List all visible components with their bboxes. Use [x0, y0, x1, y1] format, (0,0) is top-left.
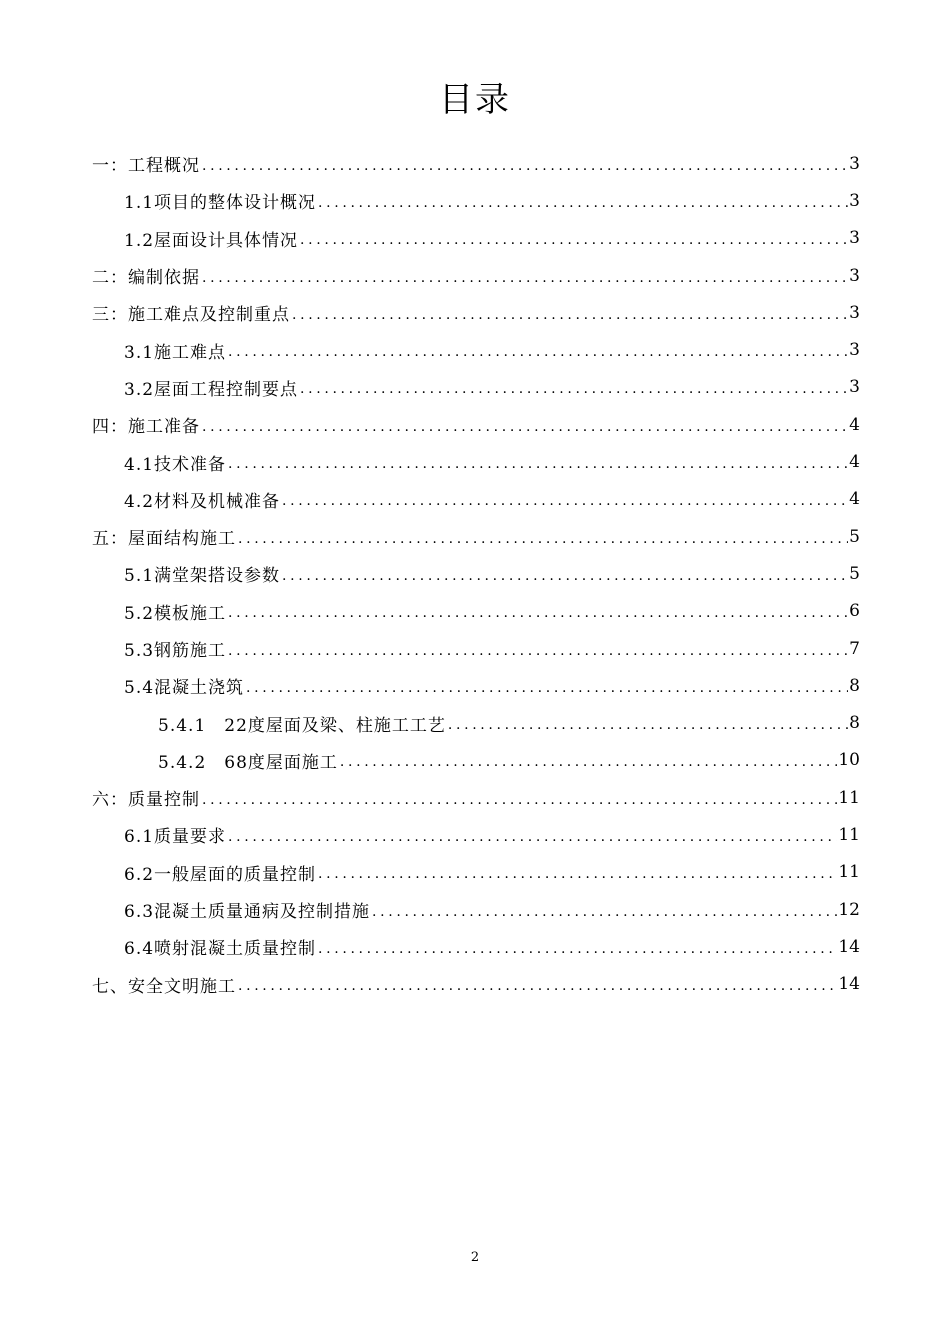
toc-entry-label: 七、安全文明施工: [92, 976, 236, 997]
toc-dot-leader: [228, 816, 837, 853]
toc-entry-label: 四：施工准备: [92, 417, 200, 438]
toc-entry[interactable]: [92, 966, 860, 1003]
toc-dot-leader: [448, 704, 848, 741]
toc-entry-page: 3: [849, 377, 860, 398]
toc-entry[interactable]: [92, 704, 860, 741]
toc-entry-page: 8: [849, 713, 860, 734]
toc-entry[interactable]: [92, 928, 860, 965]
toc-dot-leader: [202, 145, 848, 182]
toc-entry-page: 5: [849, 563, 860, 584]
toc-dot-leader: [246, 667, 848, 704]
toc-entry-label: 5.4.2 68度屋面施工: [158, 752, 338, 773]
toc-entry-page: 3: [849, 340, 860, 361]
toc-entry[interactable]: [92, 816, 860, 853]
toc-entry-label: 5.4.1 22度屋面及梁、柱施工工艺: [158, 715, 446, 736]
toc-entry[interactable]: [92, 891, 860, 928]
toc-entry-page: 3: [849, 265, 860, 286]
toc-entry-label: 六：质量控制: [92, 790, 200, 811]
toc-entry-label: 三：施工难点及控制重点: [92, 305, 290, 326]
toc-entry-page: 5: [849, 526, 860, 547]
toc-entry-page: 3: [849, 302, 860, 323]
toc-entry[interactable]: [92, 518, 860, 555]
toc-dot-leader: [340, 742, 837, 779]
toc-entry-page: 4: [849, 452, 860, 473]
toc-entry-page: 3: [849, 190, 860, 211]
toc-entry-label: 1.2屋面设计具体情况: [124, 230, 299, 251]
toc-entry-label: 1.1项目的整体设计概况: [124, 193, 317, 214]
toc-entry[interactable]: [92, 220, 860, 257]
toc-entry-label: 5.1满堂架搭设参数: [124, 566, 281, 587]
toc-dot-leader: [282, 555, 848, 592]
toc-dot-leader: [228, 593, 848, 630]
toc-entry[interactable]: [92, 630, 860, 667]
toc-entry-label: 6.1质量要求: [124, 827, 227, 848]
toc-entry-label: 一：工程概况: [92, 156, 200, 177]
toc-title: 目录: [439, 80, 511, 120]
toc-entry-page: 4: [849, 489, 860, 510]
toc-entry-page: 6: [849, 601, 860, 622]
toc-dot-leader: [318, 182, 848, 219]
toc-entry-page: 10: [838, 750, 860, 771]
toc-dot-leader: [300, 369, 848, 406]
toc-entry[interactable]: [92, 667, 860, 704]
toc-entry-label: 6.2一般屋面的质量控制: [124, 864, 317, 885]
toc-entry-page: 3: [849, 228, 860, 249]
toc-dot-leader: [318, 854, 837, 891]
toc-dot-leader: [238, 518, 848, 555]
toc-entry[interactable]: [92, 555, 860, 592]
toc-entry[interactable]: [92, 257, 860, 294]
toc-entry-label: 3.1施工难点: [124, 342, 227, 363]
toc-dot-leader: [202, 257, 848, 294]
toc-entry-label: 五：屋面结构施工: [92, 529, 236, 550]
toc-dot-leader: [238, 966, 837, 1003]
toc-entry[interactable]: [92, 854, 860, 891]
toc-dot-leader: [228, 443, 848, 480]
toc-dot-leader: [318, 928, 837, 965]
toc-entry[interactable]: [92, 593, 860, 630]
toc-entry-label: 5.3钢筋施工: [124, 641, 227, 661]
toc-entry-label: 5.2模板施工: [124, 603, 227, 624]
toc-entry-page: 11: [838, 862, 860, 883]
toc-dot-leader: [372, 891, 837, 928]
toc-entry-label: 3.2屋面工程控制要点: [124, 379, 299, 400]
toc-dot-leader: [282, 481, 848, 518]
toc-entry[interactable]: [92, 779, 860, 816]
toc-dot-leader: [202, 406, 848, 443]
toc-entry[interactable]: [92, 742, 860, 779]
toc-dot-leader: [228, 331, 848, 368]
toc-entry-label: 5.4混凝土浇筑: [124, 678, 245, 699]
table-of-contents: [92, 145, 860, 1003]
toc-entry[interactable]: [92, 182, 860, 219]
toc-entry[interactable]: [92, 406, 860, 443]
toc-entry-page: 11: [838, 787, 860, 808]
toc-entry-page: 7: [849, 638, 860, 659]
toc-entry-page: 8: [849, 675, 860, 696]
toc-dot-leader: [202, 779, 837, 816]
toc-dot-leader: [228, 630, 848, 667]
toc-entry-page: 11: [838, 824, 860, 845]
toc-entry-label: 4.2材料及机械准备: [124, 491, 281, 512]
toc-dot-leader: [300, 220, 848, 257]
toc-entry-page: 12: [838, 899, 860, 920]
toc-entry[interactable]: [92, 369, 860, 406]
toc-entry[interactable]: [92, 443, 860, 480]
toc-entry[interactable]: [92, 481, 860, 518]
toc-entry-label: 二：编制依据: [92, 268, 200, 289]
toc-entry-page: 14: [838, 974, 860, 995]
toc-dot-leader: [292, 294, 848, 331]
toc-entry-page: 4: [849, 414, 860, 435]
page-number: 2: [470, 1250, 480, 1265]
toc-entry[interactable]: [92, 331, 860, 368]
toc-entry[interactable]: [92, 294, 860, 331]
toc-entry-label: 6.3混凝土质量通病及控制措施: [124, 902, 371, 923]
toc-entry-page: 14: [838, 936, 860, 957]
toc-entry-page: 3: [849, 153, 860, 174]
toc-entry-label: 6.4喷射混凝土质量控制: [124, 939, 317, 960]
toc-entry-label: 4.1技术准备: [124, 454, 227, 475]
toc-entry[interactable]: [92, 145, 860, 182]
